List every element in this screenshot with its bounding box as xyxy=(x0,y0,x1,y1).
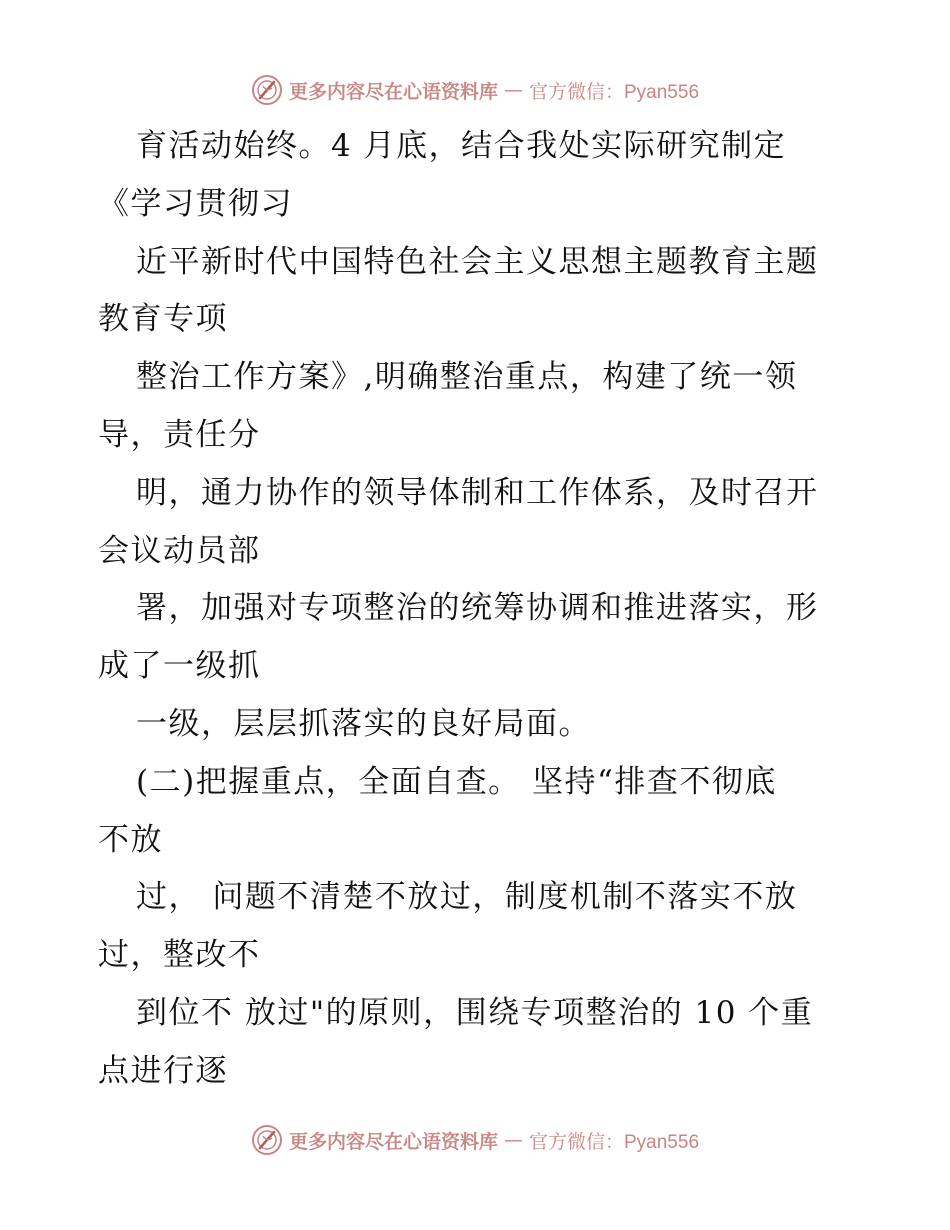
text-line: 过，整改不 xyxy=(98,937,261,974)
text-line: 《学习贯彻习 xyxy=(98,185,293,222)
text-line: 教育专项 xyxy=(98,301,228,338)
seal-logo-icon xyxy=(251,74,283,106)
text-line: (二)把握重点，全面自查。 坚持“排查不彻底 xyxy=(136,763,777,800)
watermark-dash: — xyxy=(504,79,523,101)
text-line: 过， 问题不清楚不放过，制度机制不落实不放 xyxy=(136,879,798,916)
text-line: 导，责任分 xyxy=(98,416,261,453)
text-line: 会议动员部 xyxy=(98,532,261,569)
text-line: 整治工作方案》,明确整治重点，构建了统一领 xyxy=(136,359,798,396)
text-line: 不放 xyxy=(98,821,163,858)
text-line: 一级，层层抓落实的良好局面。 xyxy=(136,705,591,742)
text-line: 育活动始终。4 月底，结合我处实际研究制定 xyxy=(136,128,787,164)
footer-watermark xyxy=(0,1120,950,1160)
watermark-text: 更多内容尽在心语资料库 xyxy=(288,1130,498,1153)
text-line: 署，加强对专项整治的统筹协调和推进落实，形 xyxy=(136,590,819,627)
watermark-account: 官方微信：Pyan556 xyxy=(529,81,700,103)
text-line: 近平新时代中国特色社会主义思想主题教育主题 xyxy=(136,243,819,280)
text-line: 明，通力协作的领导体制和工作体系，及时召开 xyxy=(136,474,819,511)
document-body xyxy=(98,118,858,1101)
seal-logo-icon xyxy=(251,1124,283,1156)
watermark-account: 官方微信：Pyan556 xyxy=(529,1131,700,1153)
watermark-text: 更多内容尽在心语资料库 xyxy=(288,80,498,103)
text-line: 到位不 放过"的原则，围绕专项整治的 10 个重 xyxy=(136,994,814,1031)
text-line: 点进行逐 xyxy=(98,1052,228,1089)
text-line: 成了一级抓 xyxy=(98,648,261,685)
header-watermark xyxy=(0,70,950,110)
watermark-dash: — xyxy=(504,1129,523,1151)
